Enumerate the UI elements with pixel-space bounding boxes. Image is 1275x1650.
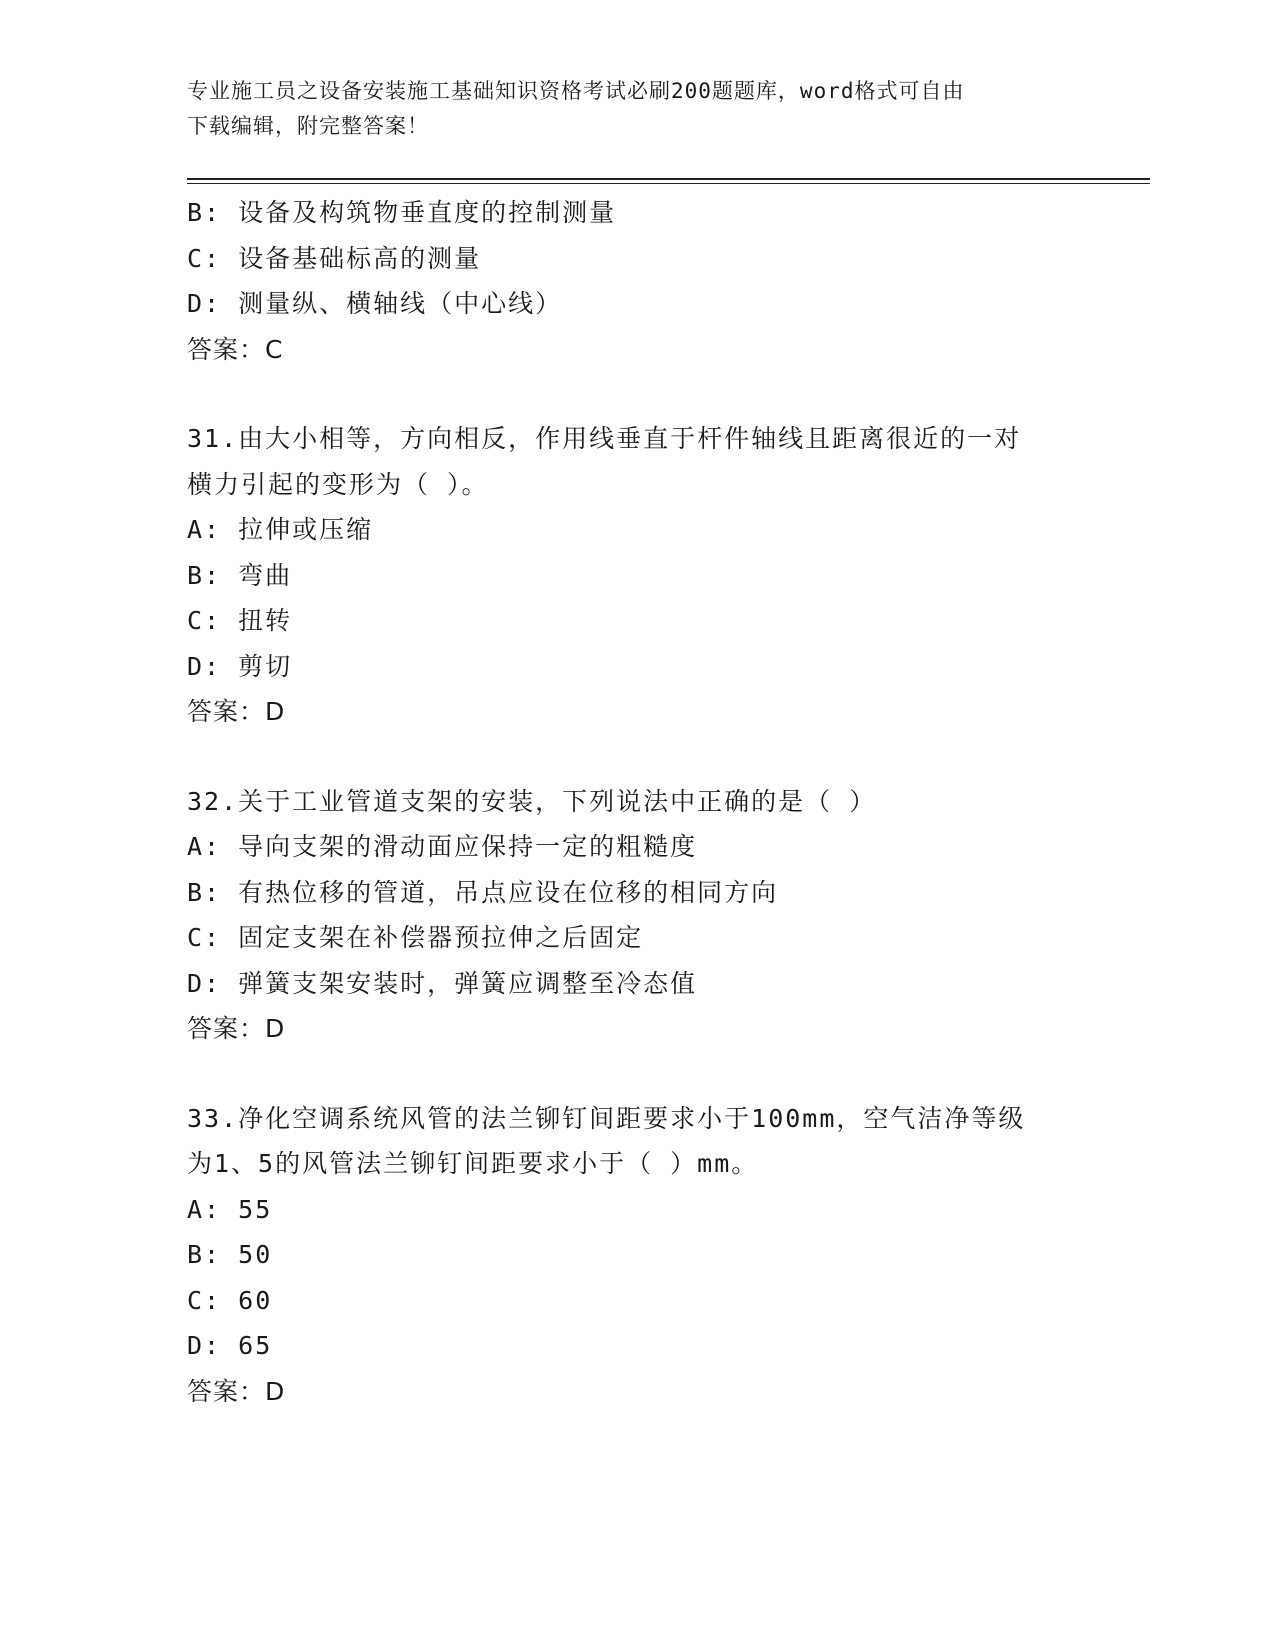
spacer — [187, 372, 1087, 416]
spacer — [187, 1052, 1087, 1096]
document-header — [187, 74, 1087, 144]
option-b: B: 设备及构筑物垂直度的控制测量 — [187, 198, 617, 227]
option-d: D: 剪切 — [187, 651, 293, 681]
question-stem-line: 31.由大小相等，方向相反，作用线垂直于杆件轴线且距离很近的一对 — [187, 424, 1022, 453]
option-a: A: 55 — [187, 1194, 273, 1224]
question-stem-line: 横力引起的变形为（ ）。 — [187, 469, 489, 499]
answer-line: 答案：D — [187, 1376, 286, 1406]
answer-line: 答案：D — [187, 1014, 286, 1043]
option-b: B: 弯曲 — [187, 560, 293, 590]
question-32 — [187, 779, 1087, 1052]
option-c: C: 扭转 — [187, 606, 293, 635]
option-b: B: 50 — [187, 1240, 273, 1269]
answer-line: 答案：D — [187, 697, 286, 726]
header-divider-thin — [187, 183, 1150, 184]
question-stem-line: 32.关于工业管道支架的安装，下列说法中正确的是（ ） — [187, 786, 877, 816]
option-d: D: 65 — [187, 1331, 273, 1360]
header-line-1: 专业施工员之设备安装施工基础知识资格考试必刷200题题库，word格式可自由 — [187, 79, 965, 103]
option-a: A: 导向支架的滑动面应保持一定的粗糙度 — [187, 832, 698, 861]
question-content — [187, 190, 1087, 1414]
question-31 — [187, 416, 1087, 735]
prev-question-block — [187, 190, 1087, 372]
option-c: C: 60 — [187, 1285, 273, 1315]
option-a: A: 拉伸或压缩 — [187, 515, 374, 544]
answer-line: 答案：C — [187, 334, 284, 364]
option-c: C: 设备基础标高的测量 — [187, 243, 482, 273]
option-b: B: 有热位移的管道，吊点应设在位移的相同方向 — [187, 877, 779, 907]
option-d: D: 测量纵、横轴线（中心线） — [187, 289, 563, 318]
question-stem-line: 33.净化空调系统风管的法兰铆钉间距要求小于100mm，空气洁净等级 — [187, 1103, 1026, 1133]
question-33 — [187, 1096, 1087, 1415]
spacer — [187, 735, 1087, 779]
option-d: D: 弹簧支架安装时，弹簧应调整至冷态值 — [187, 968, 698, 998]
question-stem-line: 为1、5的风管法兰铆钉间距要求小于（ ）mm。 — [187, 1149, 759, 1178]
header-divider-thick — [187, 178, 1150, 180]
option-c: C: 固定支架在补偿器预拉伸之后固定 — [187, 923, 644, 952]
header-line-2: 下载编辑，附完整答案！ — [187, 114, 429, 138]
